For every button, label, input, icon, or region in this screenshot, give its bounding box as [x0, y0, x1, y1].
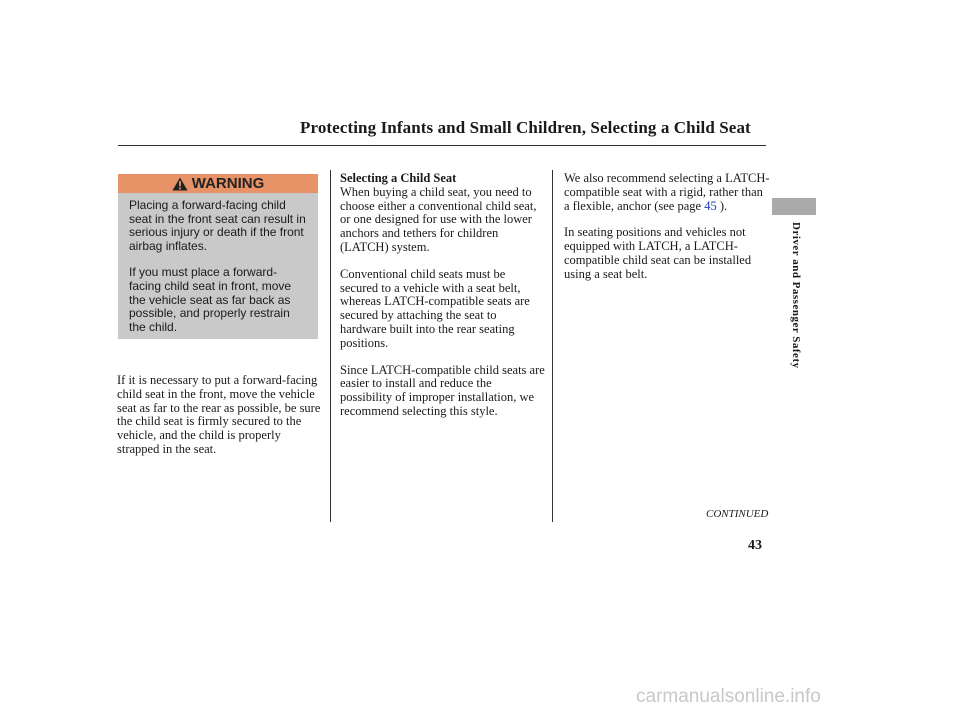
warning-paragraph: If you must place a forward-facing child seat in front, move the vehicle seat as far back as possible, and properly restrain the child. [129, 265, 292, 334]
column-divider-left [330, 170, 331, 522]
warning-header [118, 174, 318, 193]
body-paragraph: Since LATCH-compatible child seats are easier to install and reduce the possibility of improper installation, we recommend selecting this style. [340, 362, 545, 418]
body-paragraph [564, 172, 770, 213]
watermark: carmanualsonline.info [636, 686, 821, 707]
page-title: Protecting Infants and Small Children, Selecting a Child Seat [300, 118, 751, 137]
body-paragraph: If it is necessary to put a forward-facing child seat in the front, move the vehicle seat as far to the rear as possible, be sure the child seat is firmly secured to the vehicle, and the child is properly strapped in the seat. [117, 373, 321, 456]
warning-box [118, 174, 318, 339]
warning-triangle-icon [172, 177, 188, 191]
paragraph-text: We also recommend selecting a LATCH-compatible seat with a rigid, rather than a flexible, anchor (see page [564, 171, 770, 213]
warning-body [118, 193, 318, 334]
column-divider-right [552, 170, 553, 522]
warning-label: WARNING [191, 175, 265, 192]
header-divider [118, 145, 766, 146]
warning-paragraph: Placing a forward-facing child seat in the front seat can result in serious injury or death if the front airbag inflates. [129, 198, 306, 253]
column-right [564, 172, 770, 295]
column-left [117, 374, 325, 470]
section-subheading: Selecting a Child Seat [340, 171, 457, 185]
column-middle [340, 172, 545, 432]
page-number: 43 [748, 538, 762, 553]
paragraph-text: ). [716, 198, 728, 213]
body-paragraph: When buying a child seat, you need to choose either a conventional child seat, or one designed for use with the lower anchors and tethers for children (LATCH) system. [340, 184, 537, 254]
continued-label: CONTINUED [706, 508, 769, 520]
section-tab-marker [772, 198, 816, 215]
section-tab-label: Driver and Passenger Safety [790, 222, 802, 369]
body-paragraph: In seating positions and vehicles not equipped with LATCH, a LATCH-compatible child seat can be installed using a seat belt. [564, 225, 752, 281]
page-reference-link[interactable]: 45 [704, 198, 717, 213]
body-paragraph: Conventional child seats must be secured to a vehicle with a seat belt, whereas LATCH-compatible seats are secured by attaching the seat to hardware built into the rear seating positions. [340, 266, 530, 350]
